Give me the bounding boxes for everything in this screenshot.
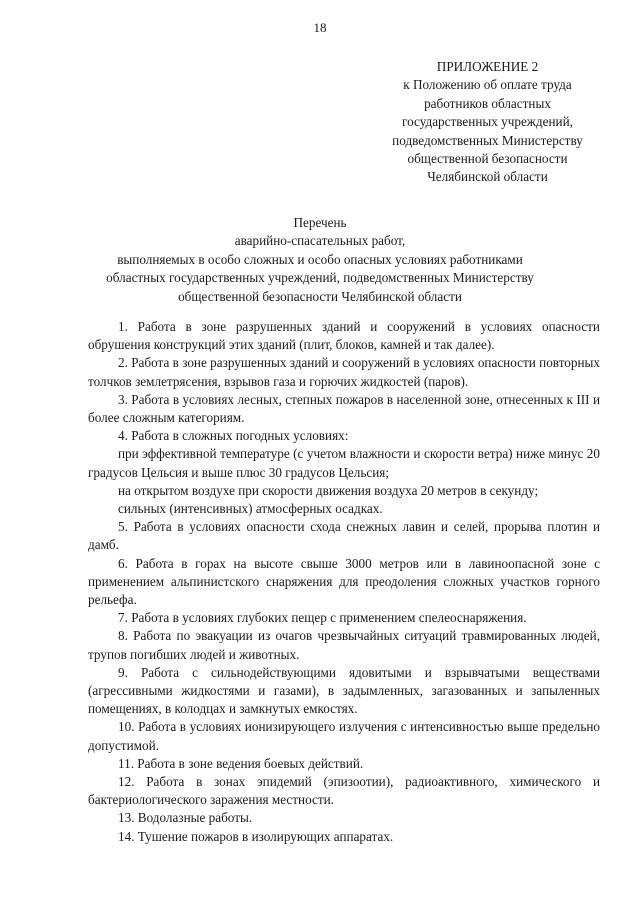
list-subitem: при эффективной температуре (с учетом влажности и скорости ветра) ниже минус 20 градусов Цельсия и выше плюс 30 градусов Цельсия; [88, 446, 600, 480]
list-item: 12. Работа в зонах эпидемий (эпизоотии), радиоактивного, химического и бактериологического заражения местности. [88, 774, 600, 808]
list-item: 8. Работа по эвакуации из очагов чрезвычайных ситуаций травмированных людей, трупов погибших людей и животных. [88, 628, 600, 662]
title-line: областных государственных учреждений, подведомственных Министерству [106, 270, 534, 286]
list-subitem: сильных (интенсивных) атмосферных осадках. [118, 501, 383, 517]
appendix-line: работников областных [424, 95, 551, 111]
page-number: 18 [313, 20, 327, 35]
list-item: 6. Работа в горах на высоте свыше 3000 метров или в лавиноопасной зоне с применением альпинистского снаряжения для преодоления сложных участков горного рельефа. [88, 555, 600, 608]
list-item: 5. Работа в условиях опасности схода снежных лавин и селей, прорыва плотин и дамб. [88, 519, 600, 553]
list-item: 4. Работа в сложных погодных условиях: [118, 428, 349, 444]
appendix-header [365, 58, 610, 187]
appendix-line: общественной безопасности [407, 151, 568, 167]
list-item: 11. Работа в зоне ведения боевых действий. [118, 755, 364, 771]
document-title [60, 214, 580, 306]
title-line: выполняемых в особо сложных и особо опасных условиях работниками [117, 251, 523, 267]
appendix-line: Челябинской области [427, 169, 548, 185]
appendix-line: подведомственных Министерству [392, 132, 583, 148]
title-line: общественной безопасности Челябинской области [178, 288, 462, 304]
list-subitem: на открытом воздухе при скорости движения воздуха 20 метров в секунду; [118, 482, 539, 498]
list-item: 3. Работа в условиях лесных, степных пожаров в населенной зоне, отнесенных к III и более сложным категориям. [88, 391, 600, 426]
list-item: 14. Тушение пожаров в изолирующих аппаратах. [118, 828, 394, 844]
list-item: 7. Работа в условиях глубоких пещер с применением спелеоснаряжения. [118, 610, 527, 626]
list-item: 2. Работа в зоне разрушенных зданий и сооружений в условиях опасности повторных толчков землетрясения, взрывов газа и горючих жидкостей (паров). [88, 355, 600, 389]
document-body [88, 318, 600, 846]
appendix-line: к Положению об оплате труда [403, 77, 572, 93]
appendix-line: государственных учреждений, [402, 114, 573, 130]
appendix-title: ПРИЛОЖЕНИЕ 2 [436, 59, 539, 74]
title-line: аварийно-спасательных работ, [234, 233, 406, 249]
title-heading: Перечень [293, 215, 347, 230]
list-item: 9. Работа с сильнодействующими ядовитыми и взрывчатыми веществами (агрессивными жидкостями и газами), в задымленных, загазованных и запыленных помещениях, в колодцах и замкнутых емкостях. [88, 664, 600, 717]
list-item: 10. Работа в условиях ионизирующего излучения с интенсивностью выше предельно допустимой. [88, 719, 600, 753]
list-item: 1. Работа в зоне разрушенных зданий и сооружений в условиях опасности обрушения конструкций этих зданий (плит, блоков, камней и так далее). [88, 319, 600, 353]
list-item: 13. Водолазные работы. [118, 810, 253, 826]
